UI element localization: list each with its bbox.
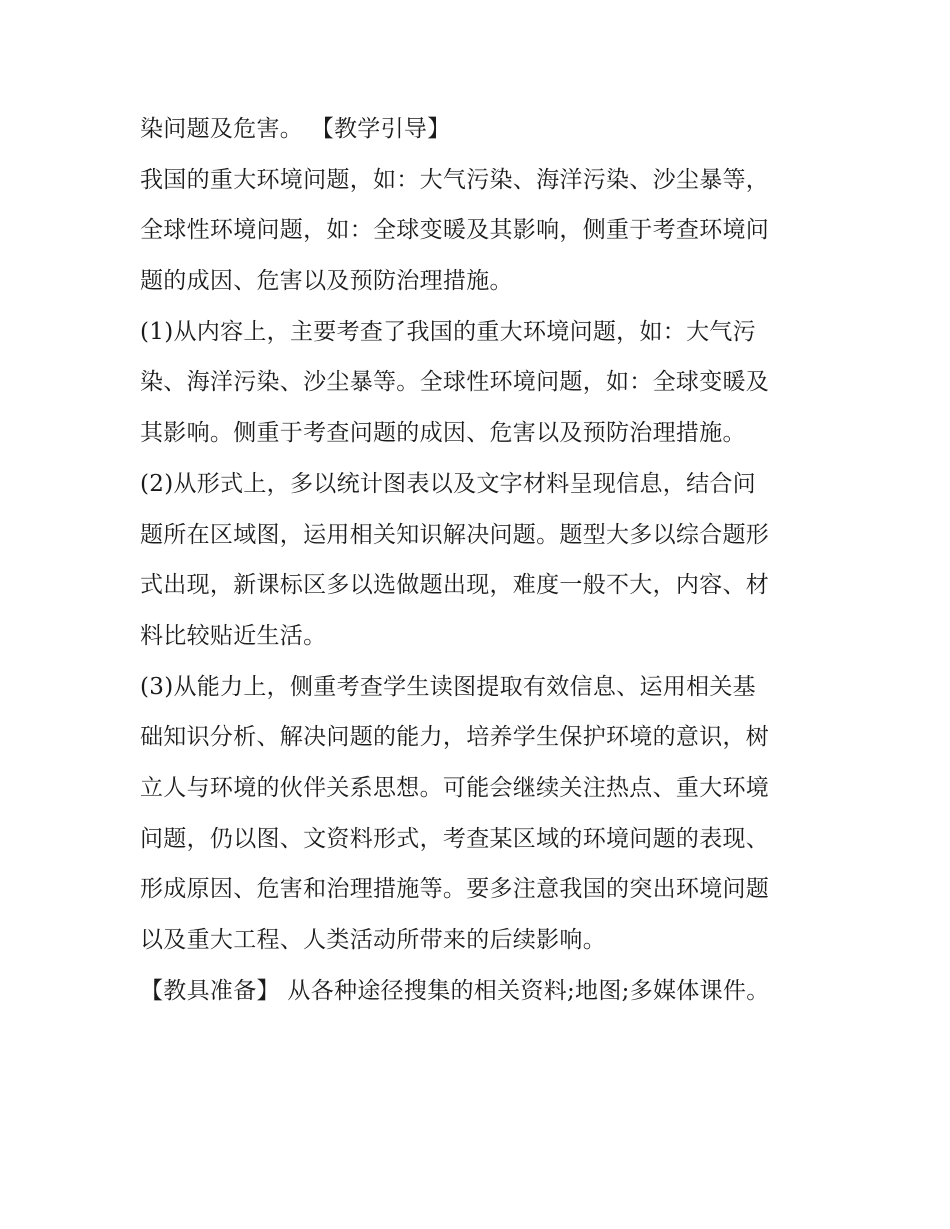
text-line: 题的成因、危害以及预防治理措施。: [140, 268, 513, 295]
text-line: 以及重大工程、人类活动所带来的后续影响。: [140, 927, 606, 953]
text-line: (2)从形式上，多以统计图表以及文字材料呈现信息，结合问: [140, 470, 756, 497]
text-line: 我国的重大环境问题，如：大气污染、海洋污染、沙尘暴等，: [140, 166, 770, 193]
text-line: (1)从内容上，主要考查了我国的重大环境问题，如：大气污: [140, 318, 756, 345]
text-line: 问题，仍以图、文资料形式，考查某区域的环境问题的表现、: [140, 825, 770, 852]
text-line: 染问题及危害。 【教学引导】: [140, 116, 451, 142]
text-line: 染、海洋污染、沙尘暴等。全球性环境问题，如：全球变暖及: [140, 369, 770, 396]
text-line: 【教具准备】 从各种途径搜集的相关资料;地图;多媒体课件。: [140, 977, 770, 1004]
text-line: 其影响。侧重于考查问题的成因、危害以及预防治理措施。: [140, 420, 746, 447]
text-line: 式出现，新课标区多以选做题出现，难度一般不大，内容、材: [140, 572, 770, 599]
text-line: 础知识分析、解决问题的能力，培养学生保护环境的意识，树: [140, 724, 770, 751]
text-line: 题所在区域图，运用相关知识解决问题。题型大多以综合题形: [140, 521, 770, 548]
text-line: (3)从能力上，侧重考查学生读图提取有效信息、运用相关基: [140, 673, 756, 700]
text-line: 形成原因、危害和治理措施等。要多注意我国的突出环境问题: [140, 876, 770, 903]
text-line: 立人与环境的伙伴关系思想。可能会继续关注热点、重大环境: [140, 774, 770, 801]
text-line: 料比较贴近生活。: [140, 622, 327, 649]
document-body: [140, 104, 820, 1016]
text-line: 全球性环境问题，如：全球变暖及其影响，侧重于考查环境问: [140, 217, 770, 244]
